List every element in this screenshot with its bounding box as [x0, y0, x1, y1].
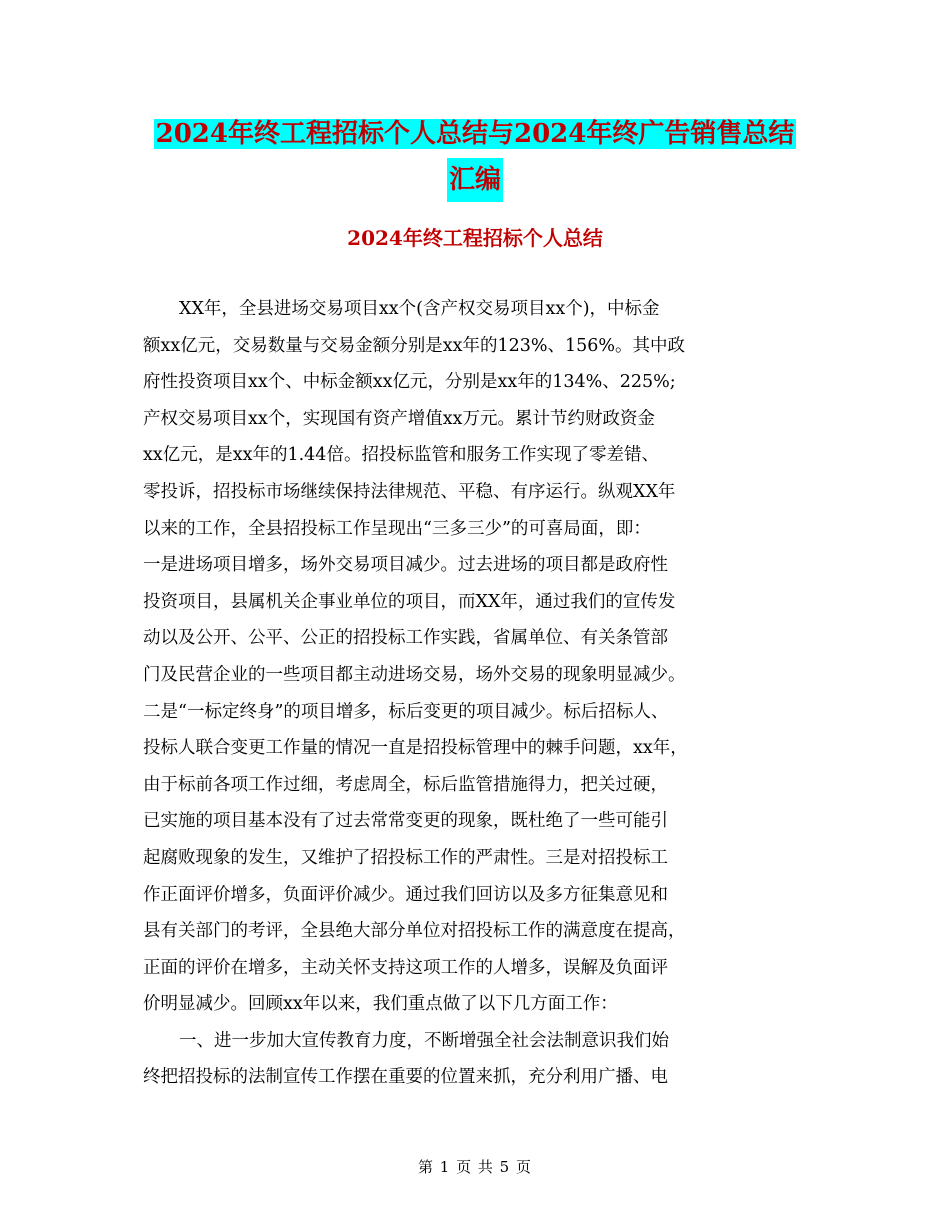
body-line: 价明显减少。回顾xx年以来，我们重点做了以下几方面工作：	[143, 994, 618, 1015]
body-line: 由于标前各项工作过细，考虑周全，标后监管措施得力，把关过硬，	[143, 774, 668, 795]
page-footer: 第 1 页 共 5 页	[418, 1158, 532, 1176]
body-line: 府性投资项目xx个、中标金额xx亿元，分别是xx年的134%、225%;	[143, 372, 676, 393]
body-line: 额xx亿元，交易数量与交易金额分别是xx年的123%、156%。其中政	[143, 335, 686, 356]
body-line: 终把招投标的法制宣传工作摆在重要的位置来抓，充分利用广播、电	[143, 1067, 668, 1088]
document-title-line1: 2024年终工程招标个人总结与2024年终广告销售总结	[155, 119, 795, 149]
body-line: 产权交易项目xx个，实现国有资产增值xx万元。累计节约财政资金	[143, 408, 655, 429]
body-line: 一是进场项目增多，场外交易项目减少。过去进场的项目都是政府性	[143, 555, 668, 576]
body-line: 起腐败现象的发生，又维护了招投标工作的严肃性。三是对招投标工	[143, 847, 668, 868]
body-line: XX年，全县进场交易项目xx个(含产权交易项目xx个)，中标金	[179, 299, 660, 319]
body-line: 动以及公开、公平、公正的招投标工作实践，省属单位、有关条管部	[143, 628, 668, 649]
body-line: 以来的工作，全县招投标工作呈现出“三多三少”的可喜局面，即：	[143, 518, 651, 539]
body-line: 作正面评价增多，负面评价减少。通过我们回访以及多方征集意见和	[143, 884, 668, 905]
body-line: 零投诉，招投标市场继续保持法律规范、平稳、有序运行。纵观XX年	[143, 481, 676, 502]
body-text	[143, 291, 808, 1096]
document-title	[0, 112, 950, 202]
body-line: 一、进一步加大宣传教育力度，不断增强全社会法制意识我们始	[179, 1030, 669, 1051]
section-title: 2024年终工程招标个人总结	[347, 226, 603, 250]
body-line: 县有关部门的考评，全县绝大部分单位对招投标工作的满意度在提高，	[143, 921, 686, 942]
body-line: 投标人联合变更工作量的情况一直是招投标管理中的棘手问题，xx年，	[143, 738, 688, 759]
body-line: 已实施的项目基本没有了过去常常变更的现象，既杜绝了一些可能引	[143, 811, 668, 832]
body-line: 门及民营企业的一些项目都主动进场交易，场外交易的现象明显减少。	[143, 664, 686, 685]
body-line: xx亿元，是xx年的1.44倍。招投标监管和服务工作实现了零差错、	[143, 445, 659, 466]
document-title-line2: 汇编	[447, 158, 503, 202]
body-line: 正面的评价在增多，主动关怀支持这项工作的人增多，误解及负面评	[143, 957, 668, 978]
body-line: 二是“一标定终身”的项目增多，标后变更的项目减少。标后招标人、	[143, 701, 669, 722]
body-line: 投资项目，县属机关企事业单位的项目，而XX年，通过我们的宣传发	[143, 591, 676, 612]
